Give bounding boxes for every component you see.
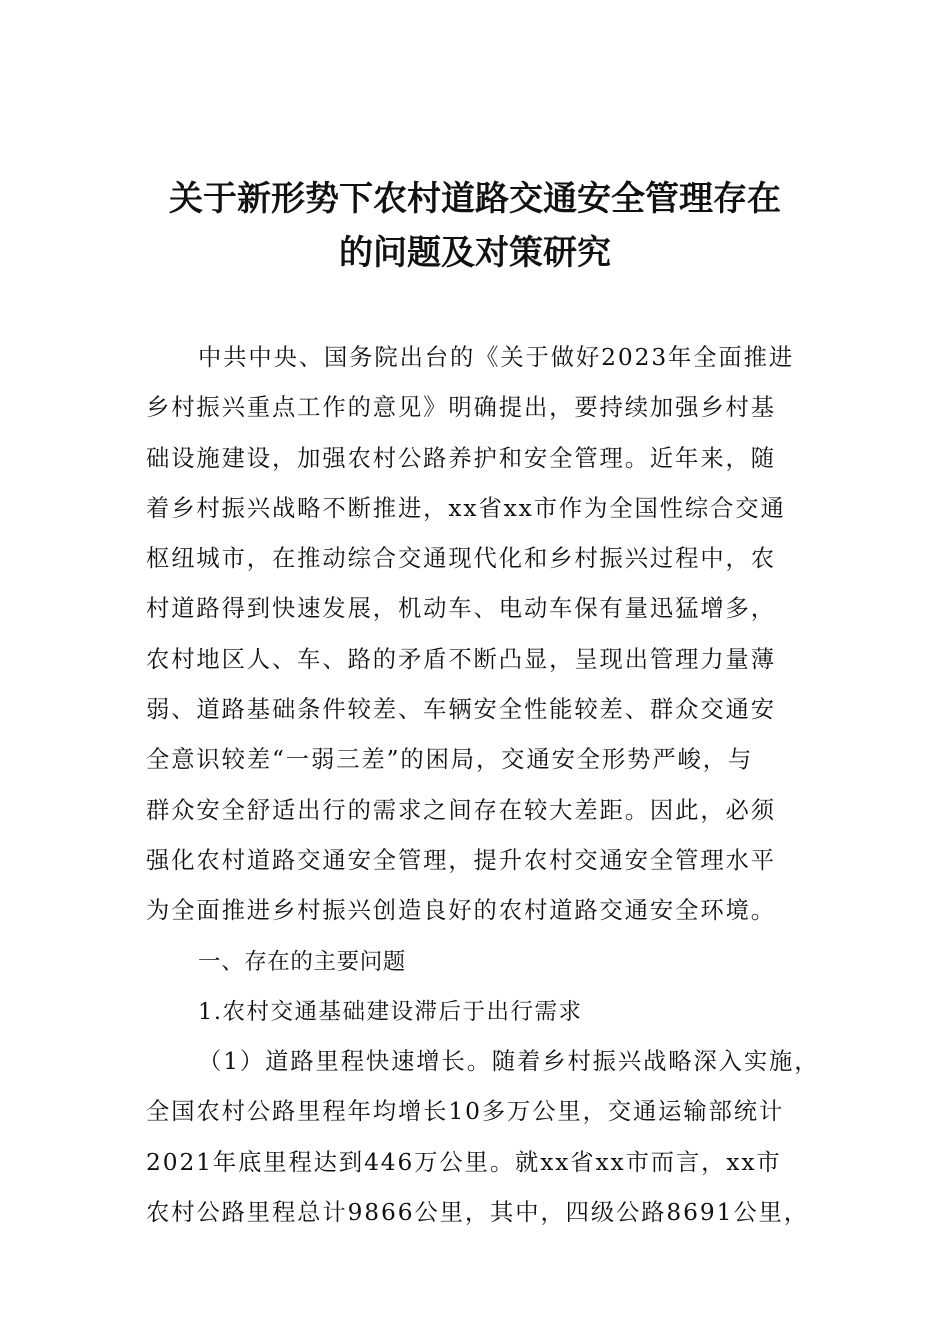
intro-line: 群众安全舒适出行的需求之间存在较大差距。因此，必须 (146, 796, 776, 824)
title-line-1: 关于新形势下农村道路交通安全管理存在 (169, 179, 781, 219)
body-line: （1）道路里程快速增长。随着乡村振兴战略深入实施， (198, 1048, 820, 1076)
intro-line: 乡村振兴重点工作的意见》明确提出，要持续加强乡村基 (146, 394, 776, 422)
body-line: 全国农村公路里程年均增长10多万公里，交通运输部统计 (146, 1098, 785, 1126)
document-body (146, 333, 836, 1238)
section-heading: 一、存在的主要问题 (198, 948, 406, 975)
intro-line: 枢纽城市，在推动综合交通现代化和乡村振兴过程中，农 (146, 545, 776, 573)
subsection-heading: 1.农村交通基础建设滞后于出行需求 (198, 998, 583, 1025)
intro-line: 础设施建设，加强农村公路养护和安全管理。近年来，随 (146, 444, 776, 472)
intro-line: 着乡村振兴战略不断推进，xx省xx市作为全国性综合交通 (146, 494, 786, 522)
intro-line: 中共中央、国务院出台的《关于做好2023年全面推进 (198, 344, 795, 371)
intro-line: 全意识较差“一弱三差”的困局，交通安全形势严峻，与 (146, 746, 754, 774)
title-line-2: 的问题及对策研究 (339, 233, 611, 273)
intro-line: 强化农村道路交通安全管理，提升农村交通安全管理水平 (146, 846, 776, 874)
body-line: 2021年底里程达到446万公里。就xx省xx市而言，xx市 (146, 1148, 782, 1176)
intro-line: 弱、道路基础条件较差、车辆安全性能较差、群众交通安 (146, 696, 776, 724)
body-paragraph (146, 1037, 836, 1238)
intro-line: 为全面推进乡村振兴创造良好的农村道路交通安全环境。 (146, 897, 776, 925)
body-line: 农村公路里程总计9866公里，其中，四级公路8691公里， (146, 1199, 809, 1227)
intro-paragraph (146, 333, 836, 937)
document-title (100, 172, 850, 280)
intro-line: 村道路得到快速发展，机动车、电动车保有量迅猛增多， (146, 595, 776, 623)
intro-line: 农村地区人、车、路的矛盾不断凸显，呈现出管理力量薄 (146, 645, 776, 673)
